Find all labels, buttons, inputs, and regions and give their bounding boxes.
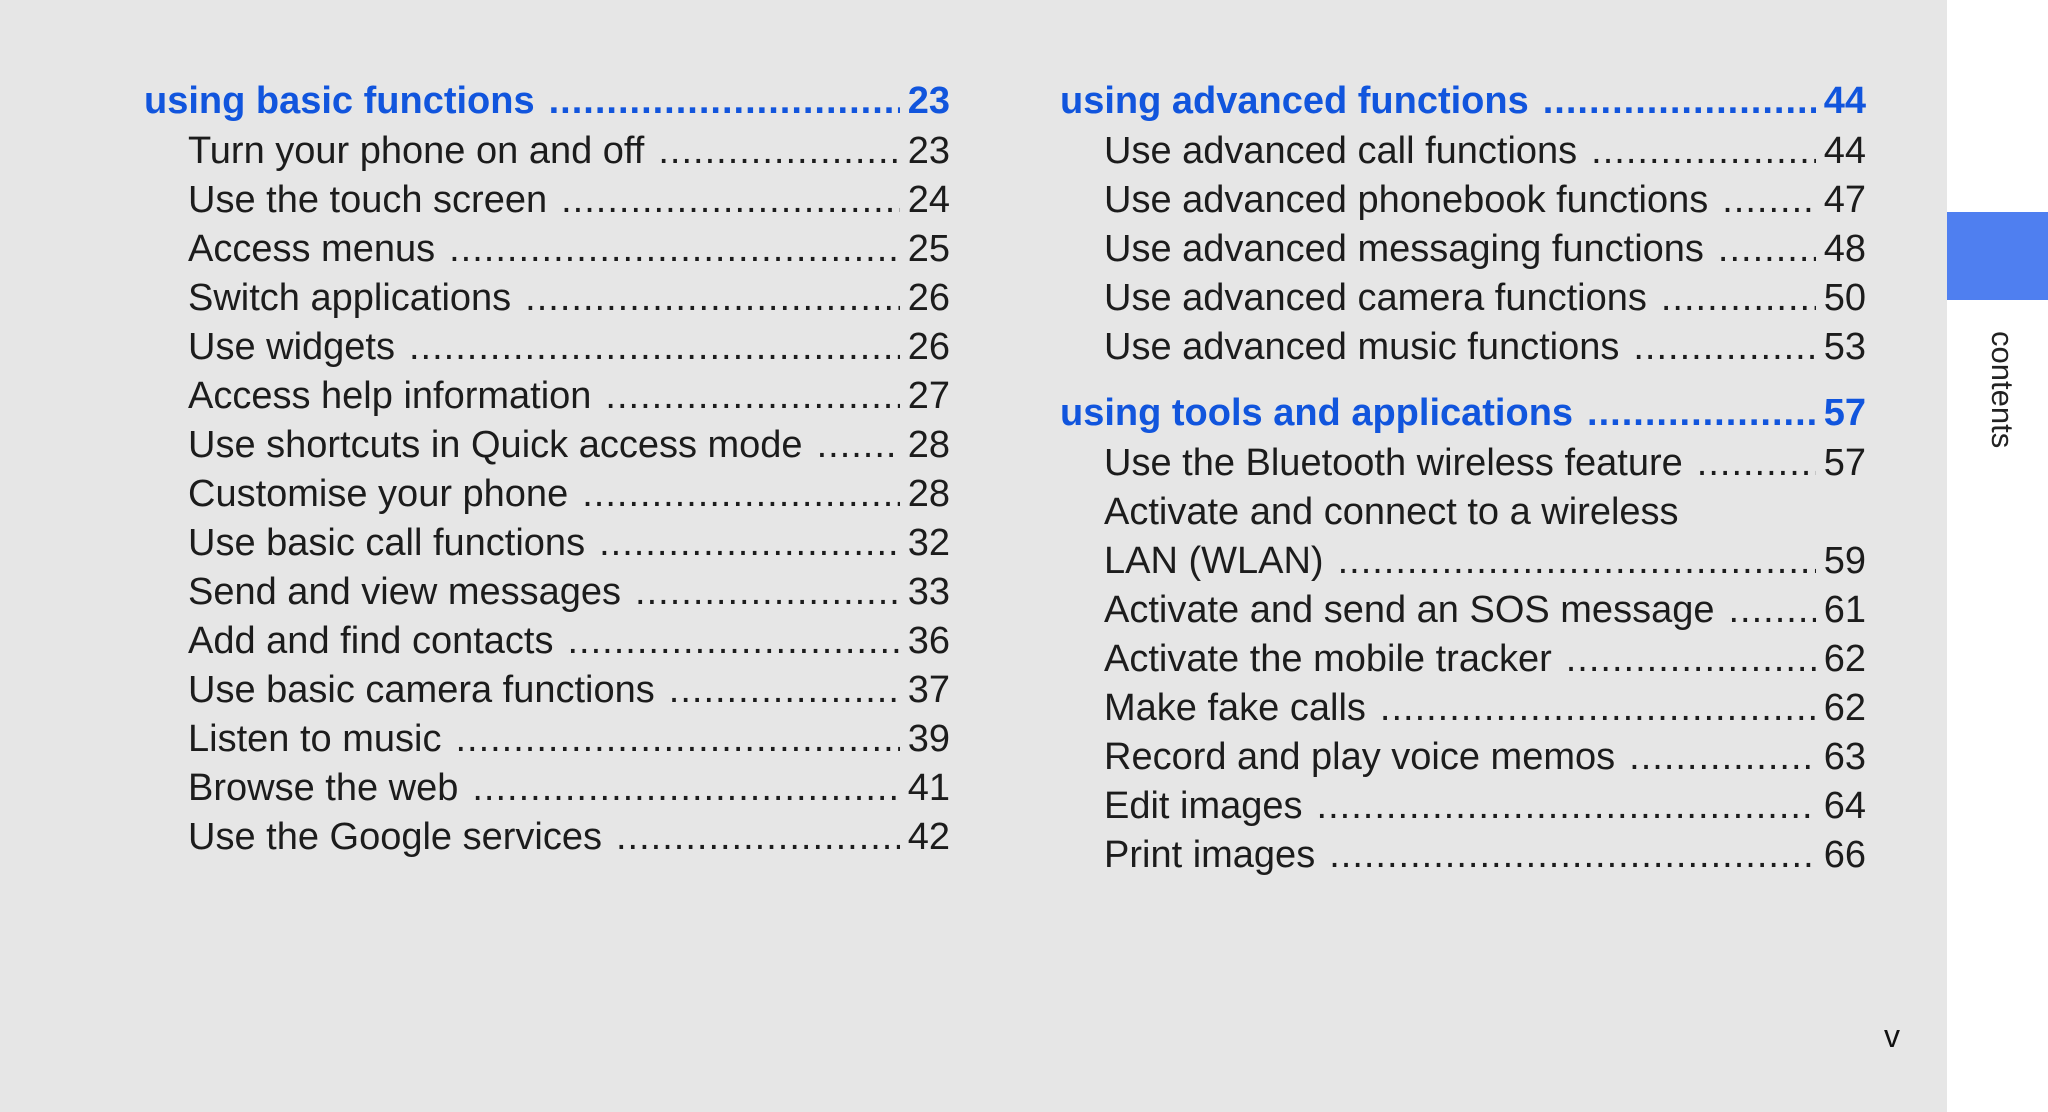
- entry-title: Use advanced phonebook functions: [1104, 179, 1709, 221]
- dot-leader: [582, 470, 900, 519]
- toc-section: [1060, 76, 1866, 372]
- toc-entry[interactable]: [144, 421, 950, 470]
- dot-leader: [455, 715, 899, 764]
- entry-title: Switch applications: [188, 277, 512, 319]
- entry-page-number: 28: [907, 473, 950, 515]
- dot-leader: [567, 617, 899, 666]
- entry-title: Make fake calls: [1104, 687, 1366, 729]
- dot-leader: [472, 764, 899, 813]
- entry-page-number: 66: [1823, 834, 1866, 876]
- toc-entry[interactable]: [144, 764, 950, 813]
- toc-entry[interactable]: [144, 666, 950, 715]
- dot-leader: [1566, 635, 1816, 684]
- entry-title: Activate the mobile tracker: [1104, 638, 1552, 680]
- dot-leader: [1728, 586, 1815, 635]
- toc-entry[interactable]: [1060, 537, 1866, 586]
- entry-page-number: 39: [907, 718, 950, 760]
- toc-entry[interactable]: [144, 225, 950, 274]
- entry-page-number: 62: [1823, 638, 1866, 680]
- dot-leader: [616, 813, 900, 862]
- section-page-number: 23: [907, 80, 950, 122]
- toc-entry[interactable]: [1060, 684, 1866, 733]
- entry-page-number: 28: [907, 424, 950, 466]
- entry-title: Browse the web: [188, 767, 459, 809]
- entry-title: Listen to music: [188, 718, 442, 760]
- entry-page-number: 63: [1823, 736, 1866, 778]
- toc-entry[interactable]: [1060, 225, 1866, 274]
- entry-page-number: 64: [1823, 785, 1866, 827]
- dot-leader: [409, 323, 900, 372]
- contents-tab[interactable]: [1947, 212, 2048, 300]
- section-title: using advanced functions: [1060, 80, 1529, 122]
- dot-leader: [1329, 831, 1816, 880]
- entry-title: Use advanced camera functions: [1104, 277, 1647, 319]
- entry-page-number: 27: [907, 375, 950, 417]
- entry-title: Use advanced messaging functions: [1104, 228, 1704, 270]
- entry-title: LAN (WLAN): [1104, 540, 1324, 582]
- dot-leader: [669, 666, 900, 715]
- dot-leader: [605, 372, 899, 421]
- entry-title: Print images: [1104, 834, 1316, 876]
- toc-entry[interactable]: [144, 568, 950, 617]
- entry-page-number: 36: [907, 620, 950, 662]
- contents-tab-label: contents: [1985, 331, 2020, 449]
- entry-page-number: 61: [1823, 589, 1866, 631]
- dot-leader: [449, 225, 900, 274]
- toc-entry[interactable]: [1060, 635, 1866, 684]
- entry-page-number: 32: [907, 522, 950, 564]
- toc-entry[interactable]: [144, 617, 950, 666]
- entry-title: Use the Google services: [188, 816, 602, 858]
- toc-entry[interactable]: [1060, 488, 1866, 537]
- section-heading[interactable]: [1060, 76, 1866, 127]
- entry-title: Use the Bluetooth wireless feature: [1104, 442, 1683, 484]
- toc-entry[interactable]: [1060, 274, 1866, 323]
- toc-entry[interactable]: [1060, 127, 1866, 176]
- toc-entry[interactable]: [144, 323, 950, 372]
- entry-page-number: 44: [1823, 130, 1866, 172]
- entry-title: Send and view messages: [188, 571, 622, 613]
- entry-page-number: 47: [1823, 179, 1866, 221]
- toc-entry[interactable]: [144, 176, 950, 225]
- entry-title: Use shortcuts in Quick access mode: [188, 424, 803, 466]
- entry-page-number: 62: [1823, 687, 1866, 729]
- entry-page-number: 26: [907, 326, 950, 368]
- toc-entry[interactable]: [144, 519, 950, 568]
- dot-leader: [549, 76, 900, 127]
- dot-leader: [1697, 439, 1816, 488]
- section-heading[interactable]: [1060, 388, 1866, 439]
- dot-leader: [1380, 684, 1816, 733]
- toc-entry[interactable]: [1060, 586, 1866, 635]
- section-heading[interactable]: [144, 76, 950, 127]
- right-column: [1060, 76, 1866, 896]
- toc-entry[interactable]: [144, 715, 950, 764]
- entry-title: Access help information: [188, 375, 592, 417]
- toc-entry[interactable]: [1060, 439, 1866, 488]
- dot-leader: [1629, 733, 1816, 782]
- entry-title: Customise your phone: [188, 473, 569, 515]
- page-number: v: [1884, 1018, 1900, 1054]
- entry-page-number: 37: [907, 669, 950, 711]
- section-title: using tools and applications: [1060, 392, 1574, 434]
- entry-page-number: 41: [907, 767, 950, 809]
- entry-title: Add and find contacts: [188, 620, 554, 662]
- toc-entry[interactable]: [144, 470, 950, 519]
- entry-page-number: 53: [1823, 326, 1866, 368]
- dot-leader: [1317, 782, 1816, 831]
- side-margin: [1947, 0, 2048, 1112]
- entry-title: Use basic call functions: [188, 522, 586, 564]
- dot-leader: [561, 176, 900, 225]
- entry-page-number: 59: [1823, 540, 1866, 582]
- entry-title: Use advanced music functions: [1104, 326, 1620, 368]
- entry-title: Use the touch screen: [188, 179, 548, 221]
- toc-entry[interactable]: [1060, 176, 1866, 225]
- entry-page-number: 57: [1823, 442, 1866, 484]
- entry-title: Use basic camera functions: [188, 669, 655, 711]
- entry-page-number: 25: [907, 228, 950, 270]
- dot-leader: [1661, 274, 1816, 323]
- toc-entry[interactable]: [144, 372, 950, 421]
- entry-page-number: 42: [907, 816, 950, 858]
- toc-entry[interactable]: [1060, 733, 1866, 782]
- entry-title: Access menus: [188, 228, 436, 270]
- toc-entry[interactable]: [144, 127, 950, 176]
- entry-title: Use widgets: [188, 326, 395, 368]
- toc-entry[interactable]: [1060, 782, 1866, 831]
- toc-entry[interactable]: [144, 813, 950, 862]
- dot-leader: [1633, 323, 1815, 372]
- entry-page-number: 23: [907, 130, 950, 172]
- section-page-number: 57: [1823, 392, 1866, 434]
- entry-page-number: 33: [907, 571, 950, 613]
- dot-leader: [599, 519, 900, 568]
- dot-leader: [1338, 537, 1816, 586]
- entry-title: Turn your phone on and off: [188, 130, 645, 172]
- entry-title: Activate and connect to a wireless: [1104, 491, 1679, 533]
- toc-entry[interactable]: [144, 274, 950, 323]
- entry-page-number: 50: [1823, 277, 1866, 319]
- dot-leader: [1587, 388, 1816, 439]
- entry-title: Activate and send an SOS message: [1104, 589, 1715, 631]
- entry-title: Edit images: [1104, 785, 1303, 827]
- toc-entry[interactable]: [1060, 831, 1866, 880]
- dot-leader: [525, 274, 900, 323]
- section-title: using basic functions: [144, 80, 535, 122]
- dot-leader: [1718, 225, 1816, 274]
- dot-leader: [635, 568, 900, 617]
- entry-page-number: 26: [907, 277, 950, 319]
- section-page-number: 44: [1823, 80, 1866, 122]
- dot-leader: [658, 127, 899, 176]
- dot-leader: [1591, 127, 1816, 176]
- toc-entry[interactable]: [1060, 323, 1866, 372]
- toc-section: [144, 76, 950, 862]
- entry-title: Use advanced call functions: [1104, 130, 1578, 172]
- dot-leader: [817, 421, 900, 470]
- dot-leader: [1543, 76, 1816, 127]
- entry-page-number: 24: [907, 179, 950, 221]
- entry-title: Record and play voice memos: [1104, 736, 1616, 778]
- dot-leader: [1722, 176, 1816, 225]
- left-column: [144, 76, 950, 878]
- entry-page-number: 48: [1823, 228, 1866, 270]
- toc-section: [1060, 388, 1866, 880]
